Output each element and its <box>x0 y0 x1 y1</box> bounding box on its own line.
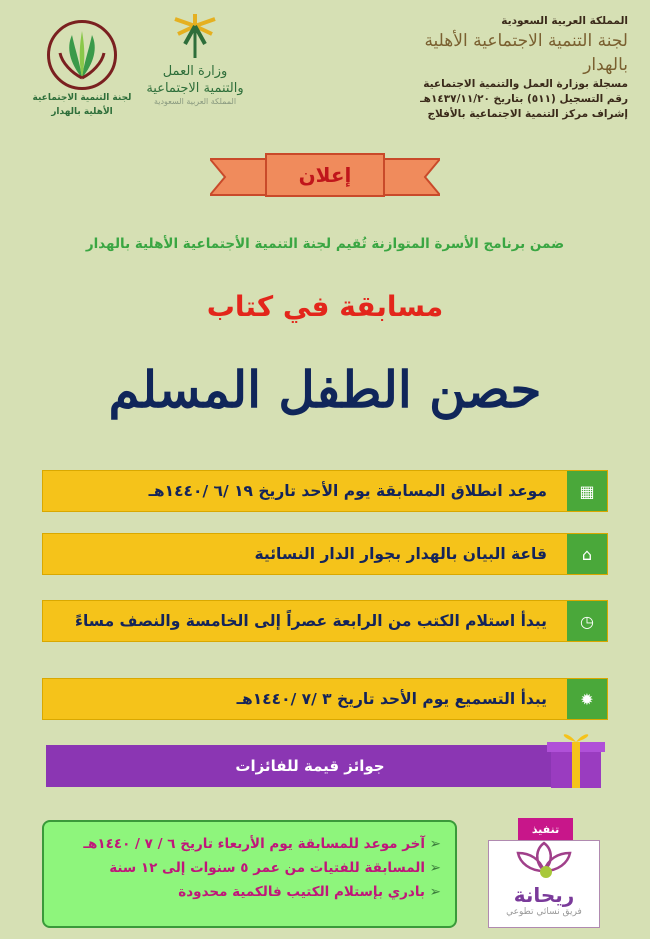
note-item: ➢ بادري بإستلام الكتيب فالكمية محدودة <box>44 880 441 904</box>
building-icon: ⌂ <box>567 534 607 574</box>
info-text: يبدأ استلام الكتب من الرابعة عصراً إلى الخامسة والنصف مساءً <box>75 612 547 630</box>
executor-tag: تنفيذ <box>518 818 573 840</box>
info-bar-start-date <box>42 470 608 512</box>
ministry-line3: المملكة العربية السعودية <box>153 97 237 106</box>
info-bar-location <box>42 533 608 575</box>
info-bar-recitation <box>42 678 608 720</box>
sun-icon: ✹ <box>567 679 607 719</box>
clock-icon: ◷ <box>567 601 607 641</box>
note-item: ➢ آخر موعد للمسابقة يوم الأربعاء تاريخ ٦ / ٧ / ١٤٤٠هـ <box>44 832 441 856</box>
executor-logo <box>488 818 600 928</box>
leaf-emblem-icon <box>47 20 117 90</box>
supervision-text: إشراف مركز التنمية الاجتماعية بالأفلاج <box>427 108 628 120</box>
book-title: حصن الطفل المسلم <box>108 360 542 419</box>
executor-desc: فريق نسائي تطوعي <box>506 907 582 917</box>
info-text: موعد انطلاق المسابقة يوم الأحد تاريخ ١٩ /٦ /١٤٤٠هـ <box>148 482 547 500</box>
lotus-icon <box>514 841 574 879</box>
ministry-logo <box>140 14 250 106</box>
calendar-icon: ▦ <box>567 471 607 511</box>
info-text: قاعة البيان بالهدار بجوار الدار النسائية <box>254 545 547 563</box>
committee-calligraphy: لجنة التنمية الاجتماعية الأهلية بالهدار <box>424 31 628 75</box>
announcement-label: إعلان <box>298 163 352 187</box>
palm-icon <box>170 14 220 59</box>
info-bar-time <box>42 600 608 642</box>
note-item: ➢ المسابقة للفتيات من عمر ٥ سنوات إلى ١٢ سنة <box>44 856 441 880</box>
info-text: يبدأ التسميع يوم الأحد تاريخ ٣ /٧ /١٤٤٠هـ <box>236 690 547 708</box>
notes-box <box>42 820 457 928</box>
prize-text: جوائز قيمة للفائزات <box>235 757 385 775</box>
country-name: المملكة العربية السعودية <box>501 15 628 27</box>
prize-bar <box>46 745 574 787</box>
announcement-ribbon <box>210 145 440 205</box>
committee-logo <box>32 20 132 118</box>
gift-icon <box>545 728 607 790</box>
subtitle: ضمن برنامج الأسرة المتوازنة تُقيم لجنة التنمية الأجتماعية الأهلية بالهدار <box>85 236 565 252</box>
executor-name: ريحانة <box>513 883 575 907</box>
registration-number: رقم التسجيل (٥١١) بتاريخ ١٤٣٧/١١/٢٠هـ <box>420 93 628 105</box>
competition-title: مسابقة في كتاب <box>206 290 444 323</box>
ministry-line1: وزارة العمل <box>162 64 228 79</box>
committee-line1: لجنة التنمية الاجتماعية <box>32 93 132 103</box>
header-text <box>413 14 628 122</box>
committee-line2: الأهلية بالهدار <box>51 107 113 117</box>
registration-text: مسجلة بوزارة العمل والتنمية الاجتماعية <box>423 78 628 90</box>
ministry-line2: والتنمية الاجتماعية <box>146 81 244 96</box>
